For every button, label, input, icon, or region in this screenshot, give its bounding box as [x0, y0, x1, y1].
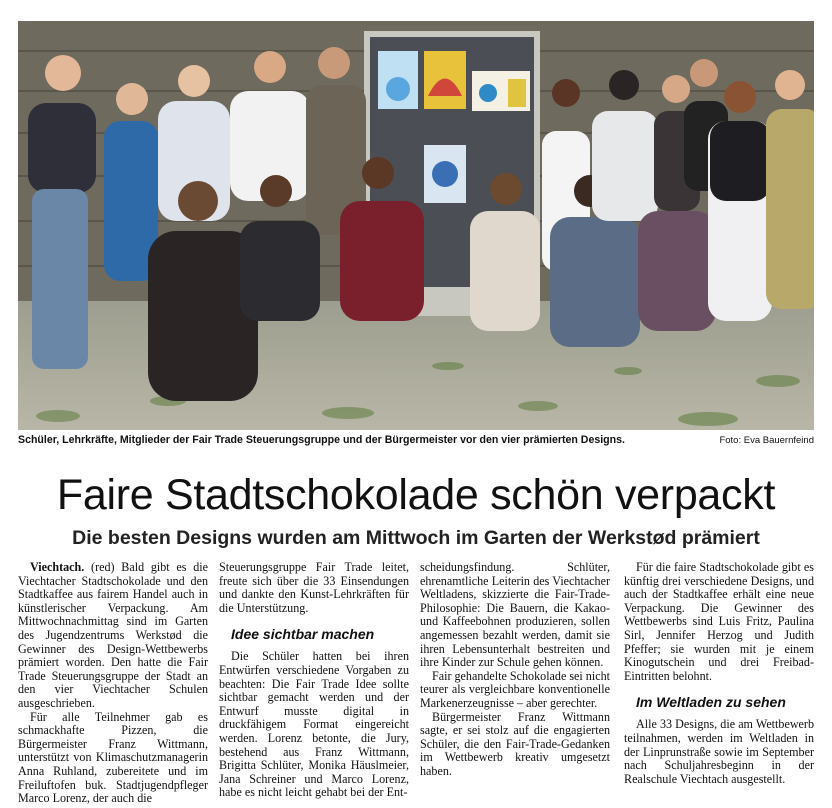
article-column-1: [18, 561, 208, 806]
dateline: Viechtach.: [30, 561, 85, 574]
paragraph: [18, 561, 208, 711]
paragraph: Für alle Teilnehmer gab es schmackhafte Pizzen, die Bürgermeister Franz Wittmann, unterstützt von Klimaschutzmanagerin Anna Ruhland, zubereitete und im Freiluftofen buk. Stadtjugendpfleger Marco Lorenz, der auch die: [18, 709, 208, 806]
photo-credit: Foto: Eva Bauernfeind: [719, 435, 814, 446]
section-heading: Im Weltladen zu sehen: [636, 694, 786, 711]
section-heading: Idee sichtbar machen: [231, 626, 375, 643]
headline: Faire Stadtschokolade schön verpackt: [56, 471, 776, 519]
subheadline: Die besten Designs wurden am Mittwoch im Garten der Werkstød prämiert: [72, 527, 760, 549]
group-photo: [18, 21, 814, 430]
group-photo-illustration: [18, 21, 814, 430]
paragraph: Fair gehandelte Schokolade sei nicht teurer als vergleichbare konventionelle Markenerzeugnisse – aber gerechter.: [420, 668, 610, 710]
article-body: [18, 561, 814, 808]
article-column-3: [420, 561, 610, 779]
paragraph: Bürgermeister Franz Wittmann sagte, er sei stolz auf die engagierten Schüler, die den Fair-Trade-Gedanken im Wettbewerb kreativ umgesetzt haben.: [420, 709, 610, 778]
paragraph: Die Schüler hatten bei ihren Entwürfen verschiedene Vorgaben zu beachten: Die Fair Trade Idee sollte sichtbar gemacht werden und der Entwurf musste digital in druckfähigem Format eingereicht werden. Lorenz betonte, die Jury, bestehend aus Franz Wittmann, Brigitta Schlüter, Monika Häuslmeier, Jana Schreiner und Marco Lorenz, habe es nicht leicht gehabt bei der Ent-: [219, 649, 409, 800]
article-column-4: [624, 561, 814, 786]
paragraph: Alle 33 Designs, die am Wettbewerb teilnahmen, werden im Weltladen in der Linprunstraße sowie im September nach Schuljahresbeginn in der Realschule Viechtach ausgestellt.: [624, 717, 814, 786]
paragraph: scheidungsfindung. Schlüter, ehrenamtliche Leiterin des Viechtacher Weltladens, skizzierte die Fair-Trade-Philosophie: Die Bauern, die Kakao- und Kaffeebohnen produzieren, sollen angemessen bezahlt werden, damit sie ihren Lebensunterhalt bestreiten und ihre Kinder zur Schule gehen können.: [420, 561, 610, 670]
paragraph-text: (red) Bald gibt es die Viechtacher Stadtschokolade und den Stadtkaffee aus fairem Handel auch in künstlerischer Verpackung. Am Mittwochnachmittag sind im Garten des Jugendzentrums Werkstød die Gewinner des Design-Wettbewerbs prämiert worden. Den hatte die Fair Trade Steuerungsgruppe der Stadt an den vier Viechtacher Schulen ausgeschrieben.: [18, 561, 208, 710]
caption-text: Schüler, Lehrkräfte, Mitglieder der Fair Trade Steuerungsgruppe und der Bürgermeister vor den vier prämierten Designs.: [18, 434, 625, 446]
article-column-2: [219, 561, 409, 800]
paragraph: Steuerungsgruppe Fair Trade leitet, freute sich über die 33 Einsendungen und dankte den Kunst-Lehrkräften für die Unterstützung.: [219, 561, 409, 615]
paragraph: Für die faire Stadtschokolade gibt es künftig drei verschiedene Designs, und auch der Stadtkaffee erhält eine neue Verpackung. Die Gewinner des Wettbewerbs sind Luis Fritz, Paulina Sirl, Jennifer Herzog und Judith Pfeffer; sie wurden mit je einem Kinogutschein und drei Freibad-Eintritten belohnt.: [624, 561, 814, 683]
photo-caption: [18, 433, 814, 449]
